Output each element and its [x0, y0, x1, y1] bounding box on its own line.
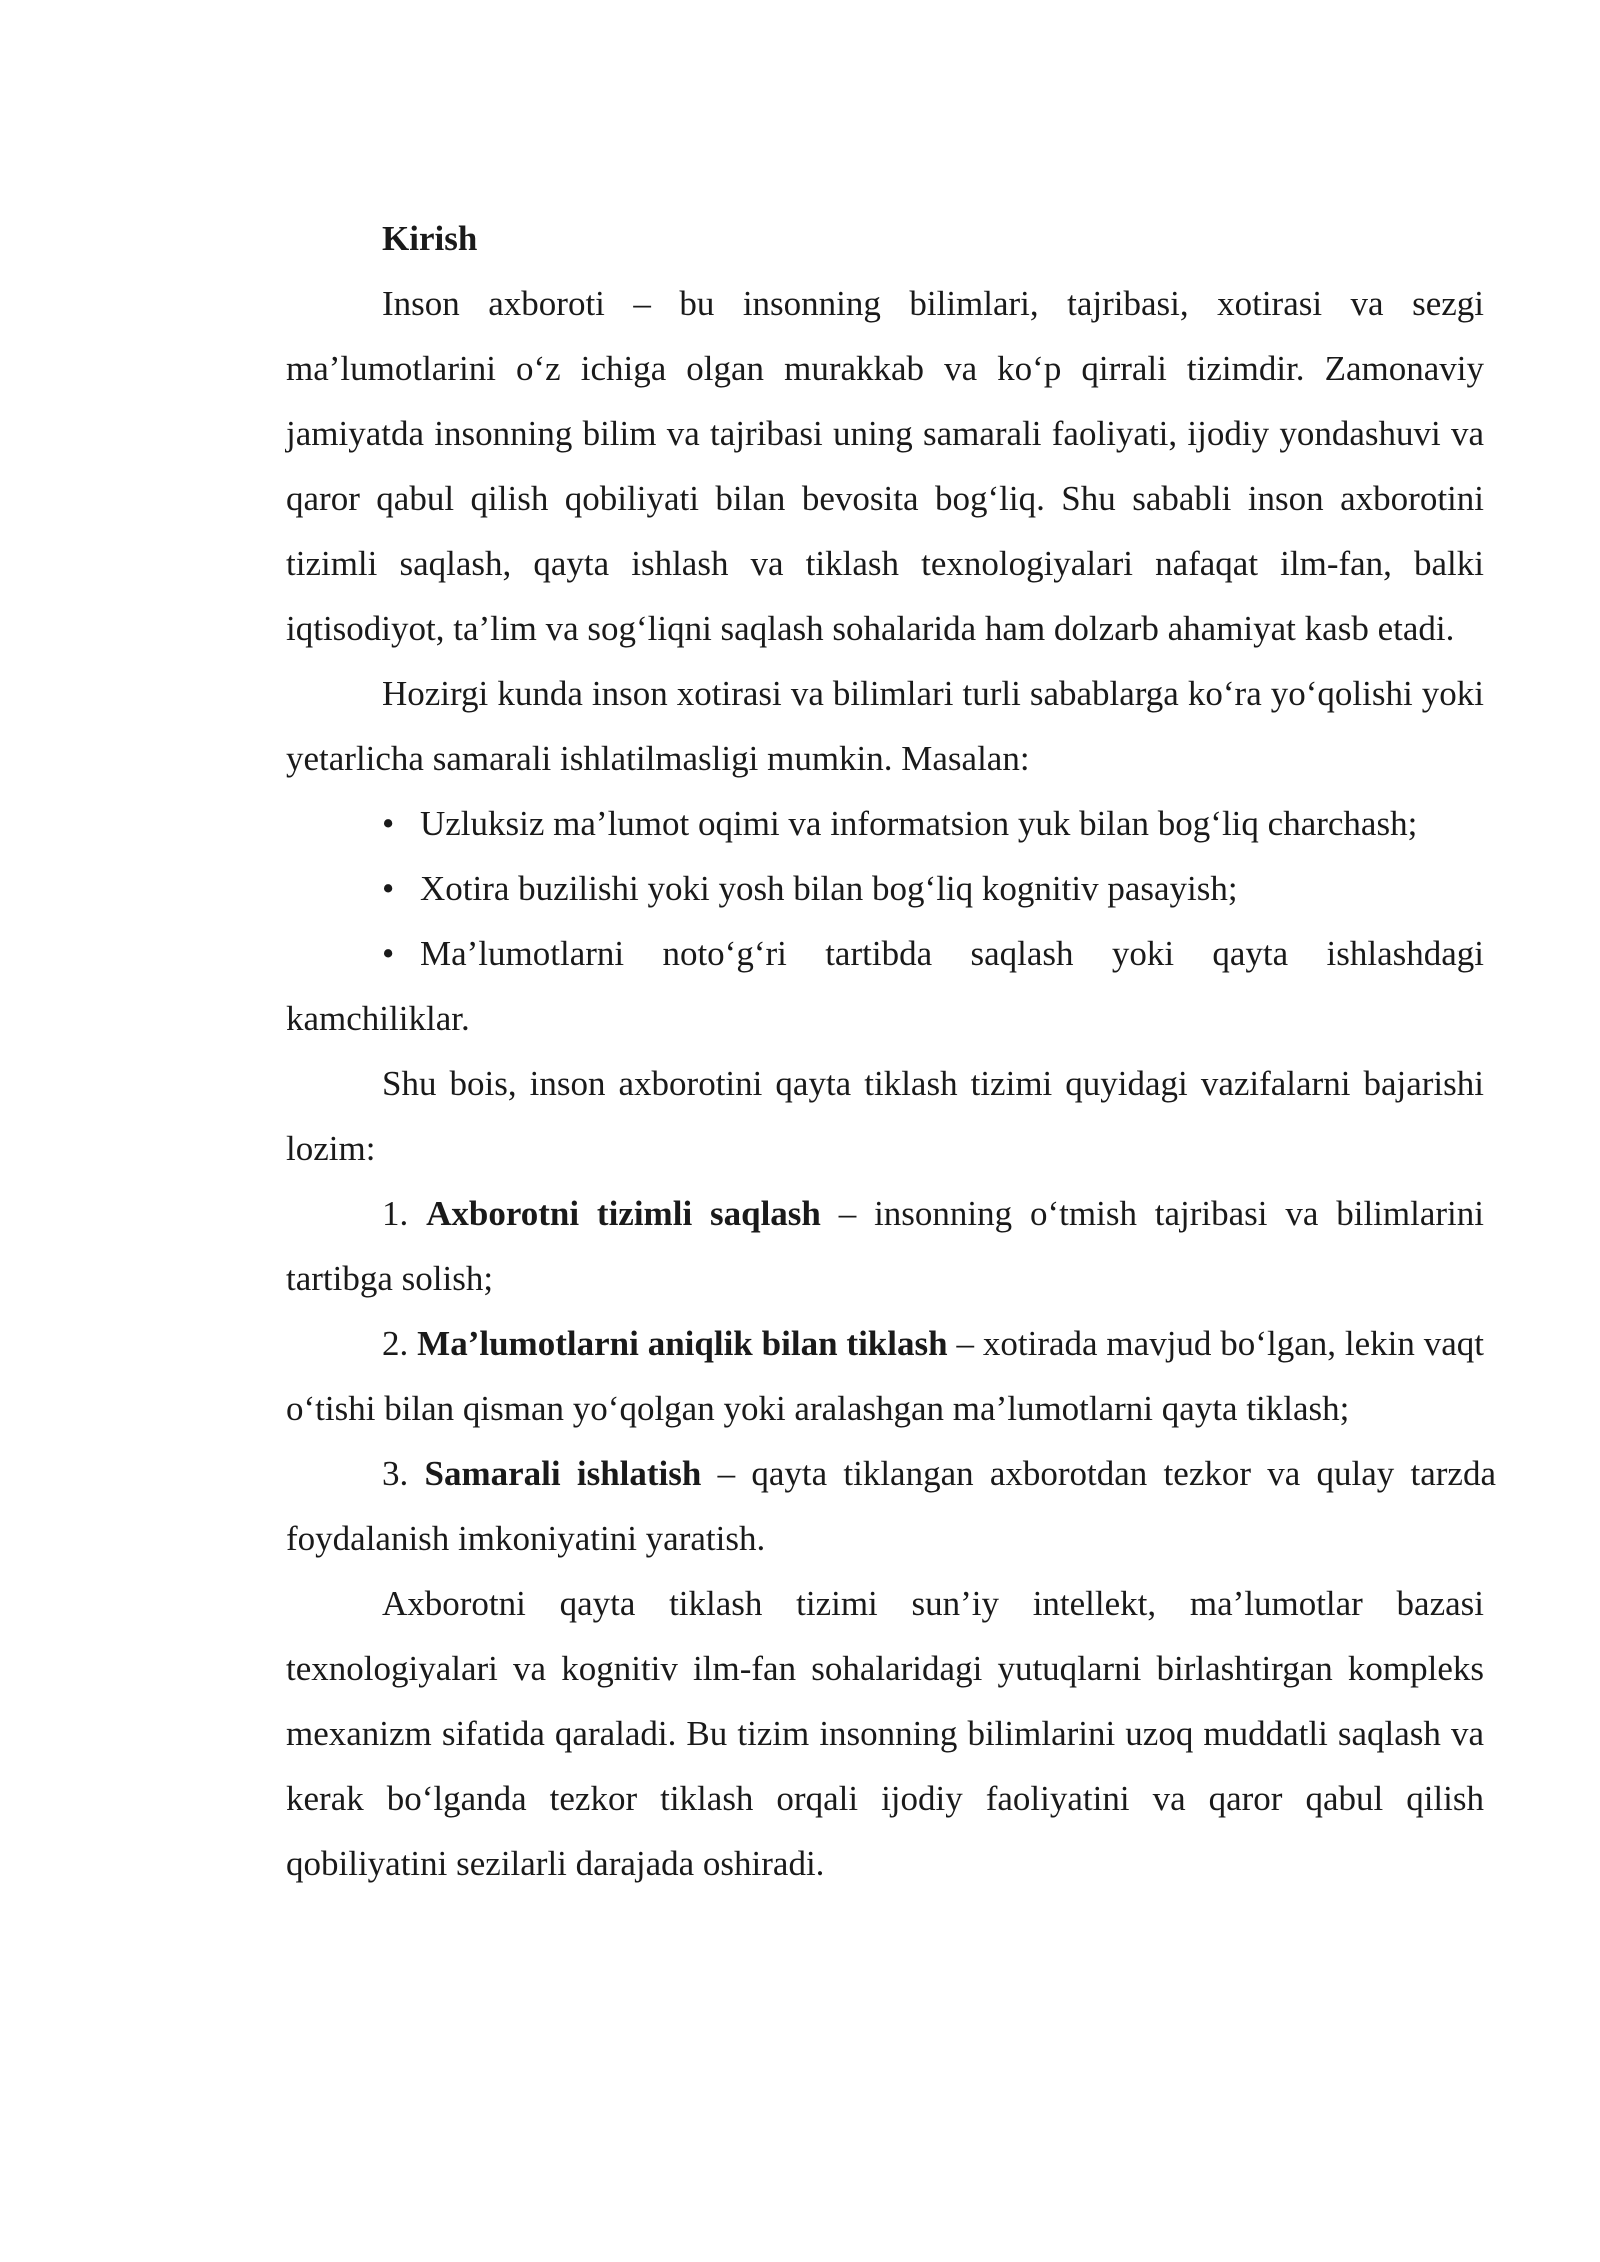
item-number: 1. — [382, 1194, 409, 1233]
item-number: 3. — [382, 1454, 409, 1493]
bullet-text: Ma’lumotlarni noto‘g‘ri tartibda saqlash yoki qayta ishlashdagi kamchiliklar. — [286, 934, 1484, 1038]
document-body — [286, 206, 1497, 1896]
numbered-list-item — [286, 1181, 1484, 1311]
bullet-list-item — [286, 856, 1484, 921]
item-text: – qayta tiklangan axborotdan tezkor va qulay tarzda foydalanish imkoniyatini yaratish. — [286, 1454, 1497, 1558]
bullet-icon: • — [382, 869, 395, 908]
bullet-list-item — [286, 921, 1484, 1051]
item-text: – insonning o‘tmish tajribasi va bilimlarini tartibga solish; — [286, 1194, 1484, 1298]
conclusion-paragraph: Axborotni qayta tiklash tizimi sun’iy intellekt, ma’lumotlar bazasi texnologiyalari va kognitiv ilm-fan sohalaridagi yutuqlarni birlashtirgan kompleks mexanizm sifatida qaraladi. Bu tizim insonning bilimlarini uzoq muddatli saqlash va kerak bo‘lganda tezkor tiklash orqali ijodiy faoliyatini va qaror qabul qilish qobiliyatini sezilarli darajada oshiradi. — [286, 1584, 1484, 1883]
bullet-text: Xotira buzilishi yoki yosh bilan bog‘liq kognitiv pasayish; — [420, 869, 1238, 908]
numbered-list-item — [286, 1311, 1484, 1441]
context-paragraph: Hozirgi kunda inson xotirasi va bilimlari turli sabablarga ko‘ra yo‘qolishi yoki yetarlicha samarali ishlatilmasligi mumkin. Masalan: — [286, 674, 1484, 778]
item-title: Axborotni tizimli saqlash — [426, 1194, 821, 1233]
bullet-text: Uzluksiz ma’lumot oqimi va informatsion yuk bilan bog‘liq charchash; — [420, 804, 1418, 843]
item-number: 2. — [382, 1324, 409, 1363]
numbered-list-item — [286, 1441, 1496, 1571]
intro-paragraph: Inson axboroti – bu insonning bilimlari, tajribasi, xotirasi va sezgi ma’lumotlarini o‘z ichiga olgan murakkab va ko‘p qirrali tizimdir. Zamonaviy jamiyatda insonning bilim va tajribasi uning samarali faoliyati, ijodiy yondashuvi va qaror qabul qilish qobiliyati bilan bevosita bog‘liq. Shu sababli inson axborotini tizimli saqlash, qayta ishlash va tiklash texnologiyalari nafaqat ilm-fan, balki iqtisodiyot, ta’lim va sog‘liqni saqlash sohalarida ham dolzarb ahamiyat kasb etadi. — [286, 284, 1484, 648]
tasks-intro-paragraph: Shu bois, inson axborotini qayta tiklash tizimi quyidagi vazifalarni bajarishi lozim: — [286, 1064, 1484, 1168]
item-title: Samarali ishlatish — [424, 1454, 702, 1493]
bullet-icon: • — [382, 804, 395, 843]
bullet-list-item — [286, 791, 1484, 856]
item-title: Ma’lumotlarni aniqlik bilan tiklash — [417, 1324, 948, 1363]
bullet-icon: • — [382, 934, 395, 973]
item-text: – xotirada mavjud bo‘lgan, lekin vaqt o‘tishi bilan qisman yo‘qolgan yoki aralashgan ma’lumotlarni qayta tiklash; — [286, 1324, 1485, 1428]
section-heading: Kirish — [382, 219, 478, 258]
